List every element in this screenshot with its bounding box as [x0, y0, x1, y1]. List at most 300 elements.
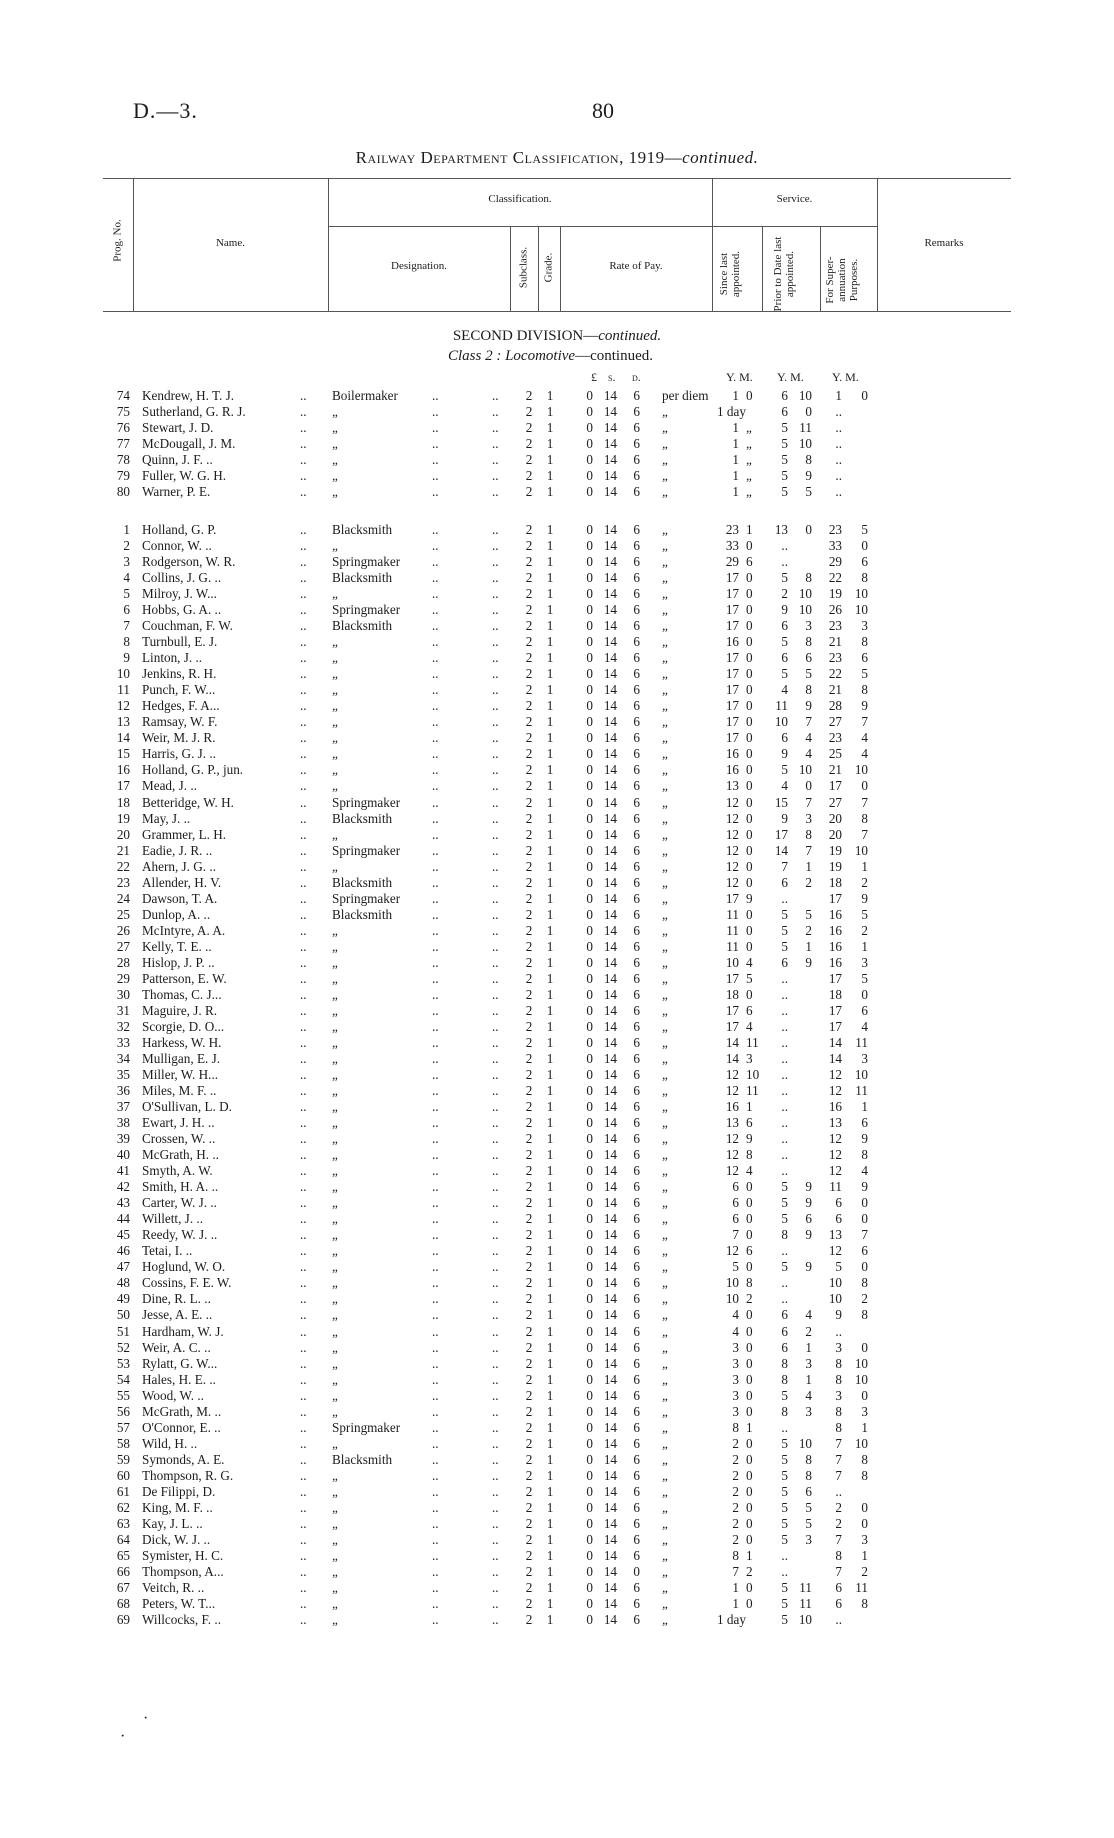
row-number: 60 — [116, 1467, 130, 1483]
super-months: 11 — [855, 1083, 868, 1099]
table-row — [0, 1051, 1114, 1067]
pay-shillings: 14 — [603, 1034, 617, 1050]
pay-period: „ — [662, 1115, 668, 1131]
col-header-grade: Grade. — [542, 252, 555, 283]
super-months: 10 — [854, 586, 868, 602]
subclass: 2 — [525, 1115, 533, 1131]
prior-years: 5 — [781, 1612, 788, 1628]
employee-name: Patterson, E. W. — [142, 970, 227, 986]
row-number: 52 — [116, 1339, 130, 1355]
since-years: 10 — [725, 1291, 739, 1307]
row-number: 32 — [116, 1018, 130, 1034]
designation: „ — [332, 986, 338, 1002]
designation: „ — [332, 762, 338, 778]
table-row — [0, 1291, 1114, 1307]
table-row — [0, 1115, 1114, 1131]
super-years: 16 — [828, 922, 842, 938]
pay-period: „ — [662, 1099, 668, 1115]
designation: „ — [332, 468, 338, 484]
pay-pence: 6 — [633, 522, 640, 537]
super-months: 11 — [855, 1579, 868, 1595]
leader-dots: .. — [432, 938, 439, 954]
since-years: 11 — [726, 906, 739, 922]
pay-shillings: 14 — [603, 1050, 617, 1066]
employee-name: Dunlop, A. .. — [142, 906, 211, 922]
prior-years: .. — [781, 890, 788, 906]
grade: 1 — [546, 986, 554, 1002]
pay-pence: 6 — [633, 858, 640, 874]
since-years: 2 — [732, 1531, 739, 1547]
grade: 1 — [546, 1515, 554, 1531]
prior-months: 2 — [805, 1323, 812, 1339]
grade: 1 — [546, 1163, 554, 1179]
pay-pounds: 0 — [586, 570, 593, 586]
designation: „ — [332, 1275, 338, 1291]
prior-years: .. — [781, 1018, 788, 1034]
subclass: 2 — [525, 1034, 533, 1050]
subclass: 2 — [525, 1291, 533, 1307]
super-years: 7 — [835, 1467, 842, 1483]
employee-name: O'Connor, E. .. — [142, 1419, 221, 1435]
super-years: 22 — [828, 666, 842, 682]
row-number: 17 — [116, 778, 130, 794]
prior-years: 8 — [781, 1355, 788, 1371]
pay-pence: 6 — [633, 1018, 640, 1034]
subclass: 2 — [525, 1579, 533, 1595]
leader-dots: .. — [492, 1163, 499, 1179]
since-months: 9 — [746, 1131, 753, 1147]
pay-pence: 6 — [633, 602, 640, 618]
since-years: 7 — [732, 1227, 739, 1243]
since-months: 0 — [746, 1515, 753, 1531]
super-years: 21 — [828, 762, 842, 778]
super-years: 23 — [828, 522, 842, 537]
leader-dots: .. — [492, 1195, 499, 1211]
employee-name: Stewart, J. D. — [142, 420, 214, 436]
table-row — [0, 1099, 1114, 1115]
table-row — [0, 1612, 1114, 1628]
super-years: .. — [835, 420, 842, 436]
pay-pounds: 0 — [586, 634, 593, 650]
pay-period: „ — [662, 1147, 668, 1163]
leader-dots: .. — [492, 1419, 499, 1435]
pay-shillings: 14 — [603, 794, 617, 810]
prior-years: 5 — [781, 762, 788, 778]
pay-pence: 6 — [633, 1002, 640, 1018]
designation: „ — [332, 1131, 338, 1147]
document-title — [0, 148, 1114, 168]
super-years: 17 — [828, 1018, 842, 1034]
prior-months: 11 — [799, 420, 812, 436]
pay-pounds: 0 — [586, 650, 593, 666]
leader-dots: .. — [432, 874, 439, 890]
since-months: 0 — [746, 1579, 753, 1595]
pay-pence: 6 — [633, 906, 640, 922]
subclass: 2 — [525, 1596, 533, 1611]
leader-dots: .. — [432, 714, 439, 730]
pay-shillings: 14 — [603, 1179, 617, 1195]
grade: 1 — [546, 1275, 554, 1291]
since-months: 9 — [746, 890, 753, 906]
pay-pounds: 0 — [586, 954, 593, 970]
pay-shillings: 14 — [603, 730, 617, 746]
prior-months: 7 — [805, 714, 812, 730]
employee-name: McGrath, M. .. — [142, 1403, 222, 1419]
row-number: 41 — [116, 1163, 130, 1179]
prior-years: .. — [781, 1083, 788, 1099]
grade: 1 — [546, 468, 554, 484]
pay-shillings: 14 — [603, 714, 617, 730]
leader-dots: .. — [492, 1243, 499, 1259]
prior-years: 6 — [781, 650, 788, 666]
leader-dots: .. — [300, 1179, 307, 1195]
grade: 1 — [546, 794, 554, 810]
since-years: 12 — [725, 874, 739, 890]
super-months: 0 — [861, 1195, 868, 1211]
super-years: 21 — [828, 634, 842, 650]
pay-shillings: 14 — [603, 522, 617, 537]
pay-shillings: 14 — [603, 1403, 617, 1419]
subclass: 2 — [525, 810, 533, 826]
employee-name: Kay, J. L. .. — [142, 1515, 203, 1531]
table-row — [0, 827, 1114, 843]
since-months: 0 — [746, 388, 753, 403]
employee-name: De Filippi, D. — [142, 1483, 216, 1499]
leader-dots: .. — [300, 1115, 307, 1131]
designation: „ — [332, 650, 338, 666]
leader-dots: .. — [432, 420, 439, 436]
super-months: 3 — [861, 618, 868, 634]
subclass: 2 — [525, 1227, 533, 1243]
since-years: 3 — [732, 1339, 739, 1355]
division-continued: continued. — [598, 328, 662, 344]
pay-shillings: 14 — [603, 618, 617, 634]
employee-name: Rodgerson, W. R. — [142, 554, 236, 570]
table-row — [0, 1452, 1114, 1468]
subclass: 2 — [525, 1531, 533, 1547]
prior-years: .. — [781, 1115, 788, 1131]
super-months: 3 — [861, 1403, 868, 1419]
leader-dots: .. — [300, 388, 307, 403]
table-row — [0, 1436, 1114, 1452]
super-months: 5 — [861, 522, 868, 537]
since-months: 0 — [746, 570, 753, 586]
grade: 1 — [546, 874, 554, 890]
designation: Blacksmith — [332, 874, 393, 890]
pay-shillings: 14 — [603, 1387, 617, 1403]
since-months: 0 — [746, 1451, 753, 1467]
prior-years: 5 — [781, 922, 788, 938]
designation: „ — [332, 666, 338, 682]
row-number: 63 — [116, 1515, 130, 1531]
prior-months: 9 — [805, 1259, 812, 1275]
super-years: 19 — [828, 586, 842, 602]
super-years: .. — [835, 452, 842, 468]
leader-dots: .. — [432, 1435, 439, 1451]
super-years: 10 — [828, 1291, 842, 1307]
grade: 1 — [546, 858, 554, 874]
pay-pence: 6 — [633, 986, 640, 1002]
grade: 1 — [546, 778, 554, 794]
pay-pounds: 0 — [586, 1163, 593, 1179]
pay-pounds: 0 — [586, 1483, 593, 1499]
leader-dots: .. — [492, 1612, 499, 1628]
pay-pence: 0 — [633, 1563, 640, 1579]
pay-shillings: 14 — [603, 1115, 617, 1131]
since-years: 17 — [725, 1002, 739, 1018]
employee-name: Holland, G. P. — [142, 522, 217, 537]
leader-dots: .. — [432, 1034, 439, 1050]
leader-dots: .. — [492, 1596, 499, 1611]
employee-name: Harkess, W. H. — [142, 1034, 222, 1050]
pay-pence: 6 — [633, 842, 640, 858]
designation: „ — [332, 1563, 338, 1579]
table-row — [0, 1243, 1114, 1259]
pay-pounds: 0 — [586, 618, 593, 634]
prior-months: 3 — [805, 1531, 812, 1547]
leader-dots: .. — [432, 826, 439, 842]
since-years: 1 — [732, 420, 739, 436]
leader-dots: .. — [492, 1323, 499, 1339]
table-row — [0, 452, 1114, 468]
super-years: 12 — [828, 1163, 842, 1179]
row-number: 75 — [116, 404, 130, 420]
pay-pence: 6 — [633, 484, 640, 500]
leader-dots: .. — [300, 602, 307, 618]
super-months: 4 — [861, 746, 868, 762]
super-years: 12 — [828, 1131, 842, 1147]
grade: 1 — [546, 1307, 554, 1323]
col-divider — [538, 226, 539, 311]
prior-years: 8 — [781, 1227, 788, 1243]
pay-pounds: 0 — [586, 1563, 593, 1579]
row-number: 66 — [116, 1563, 130, 1579]
pay-pence: 6 — [633, 1131, 640, 1147]
since-years: 12 — [725, 1243, 739, 1259]
table-row — [0, 484, 1114, 500]
pay-shillings: 14 — [603, 388, 617, 403]
pay-pounds: 0 — [586, 388, 593, 403]
designation: „ — [332, 826, 338, 842]
pay-pounds: 0 — [586, 746, 593, 762]
pay-pence: 6 — [633, 436, 640, 452]
employee-name: Willcocks, F. .. — [142, 1612, 221, 1628]
super-months: 0 — [861, 986, 868, 1002]
super-months: 9 — [861, 698, 868, 714]
designation: „ — [332, 404, 338, 420]
pay-pounds: 0 — [586, 714, 593, 730]
pay-pence: 6 — [633, 714, 640, 730]
pay-period: „ — [662, 1227, 668, 1243]
pay-period: „ — [662, 1499, 668, 1515]
since-months: 0 — [746, 1211, 753, 1227]
since-years: 17 — [725, 682, 739, 698]
since-years: 2 — [732, 1499, 739, 1515]
pay-period: „ — [662, 986, 668, 1002]
leader-dots: .. — [432, 1612, 439, 1628]
leader-dots: .. — [300, 1131, 307, 1147]
pay-period: „ — [662, 698, 668, 714]
pay-period: „ — [662, 1355, 668, 1371]
since-years: 3 — [732, 1387, 739, 1403]
pay-pence: 6 — [633, 388, 640, 403]
super-years: 17 — [828, 1002, 842, 1018]
prior-years: .. — [781, 1002, 788, 1018]
leader-dots: .. — [300, 1531, 307, 1547]
pay-shillings: 14 — [603, 970, 617, 986]
pay-shillings: 14 — [603, 746, 617, 762]
pay-pounds: 0 — [586, 698, 593, 714]
grade: 1 — [546, 906, 554, 922]
leader-dots: .. — [300, 922, 307, 938]
pay-shillings: 14 — [603, 1451, 617, 1467]
leader-dots: .. — [300, 938, 307, 954]
pay-pounds: 0 — [586, 1083, 593, 1099]
leader-dots: .. — [492, 1179, 499, 1195]
designation: „ — [332, 1355, 338, 1371]
designation: „ — [332, 436, 338, 452]
pay-period: „ — [662, 1259, 668, 1275]
leader-dots: .. — [492, 826, 499, 842]
pay-period: „ — [662, 1050, 668, 1066]
since-years: 7 — [732, 1563, 739, 1579]
pay-pence: 6 — [633, 1467, 640, 1483]
super-months: 8 — [861, 682, 868, 698]
super-months: 7 — [861, 1227, 868, 1243]
pay-pence: 6 — [633, 420, 640, 436]
subclass: 2 — [525, 602, 533, 618]
since-months: 0 — [746, 538, 753, 554]
subclass: 2 — [525, 634, 533, 650]
super-months: 10 — [854, 602, 868, 618]
table-row — [0, 1195, 1114, 1211]
subclass: 2 — [525, 522, 533, 537]
since-months: 0 — [746, 586, 753, 602]
table-row — [0, 923, 1114, 939]
super-years: 3 — [835, 1339, 842, 1355]
super-years: 12 — [828, 1067, 842, 1083]
since-months: 0 — [746, 762, 753, 778]
since-months: 0 — [746, 794, 753, 810]
prior-months: 5 — [805, 484, 812, 500]
leader-dots: .. — [300, 1147, 307, 1163]
table-row — [0, 875, 1114, 891]
since-months: 6 — [746, 1243, 753, 1259]
pay-pence: 6 — [633, 746, 640, 762]
prior-months: 8 — [805, 1451, 812, 1467]
pay-shillings: 14 — [603, 1002, 617, 1018]
since-months: 0 — [746, 1435, 753, 1451]
pay-pence: 6 — [633, 586, 640, 602]
pay-period: „ — [662, 484, 668, 500]
subclass: 2 — [525, 1323, 533, 1339]
pay-period: „ — [662, 1002, 668, 1018]
super-months: 6 — [861, 1115, 868, 1131]
leader-dots: .. — [492, 794, 499, 810]
employee-name: Willett, J. .. — [142, 1211, 204, 1227]
pay-shillings: 14 — [603, 858, 617, 874]
leader-dots: .. — [432, 586, 439, 602]
prior-years: .. — [781, 1067, 788, 1083]
subclass: 2 — [525, 1147, 533, 1163]
pay-shillings: 14 — [603, 1435, 617, 1451]
pay-pounds: 0 — [586, 1612, 593, 1628]
leader-dots: .. — [432, 1291, 439, 1307]
leader-dots: .. — [432, 666, 439, 682]
pay-pounds: 0 — [586, 420, 593, 436]
prior-months: 8 — [805, 570, 812, 586]
super-years: 8 — [835, 1419, 842, 1435]
subclass: 2 — [525, 1355, 533, 1371]
table-row — [0, 843, 1114, 859]
super-months: 10 — [854, 1067, 868, 1083]
pay-shillings: 14 — [603, 420, 617, 436]
pay-shillings: 14 — [603, 1067, 617, 1083]
col-header-remarks: Remarks — [924, 237, 964, 249]
since-years: 16 — [725, 634, 739, 650]
leader-dots: .. — [432, 794, 439, 810]
since-years: 17 — [725, 890, 739, 906]
pay-period: „ — [662, 1339, 668, 1355]
since-years: 6 — [732, 1179, 739, 1195]
leader-dots: .. — [492, 938, 499, 954]
pay-pounds: 0 — [586, 1435, 593, 1451]
pay-shillings: 14 — [603, 570, 617, 586]
pay-pence: 6 — [633, 1227, 640, 1243]
pay-pence: 6 — [633, 762, 640, 778]
pay-shillings: 14 — [603, 1563, 617, 1579]
row-number: 48 — [116, 1275, 130, 1291]
leader-dots: .. — [432, 1083, 439, 1099]
pay-period: „ — [662, 1018, 668, 1034]
row-number: 77 — [116, 436, 130, 452]
prior-years: .. — [781, 970, 788, 986]
pay-period: „ — [662, 1034, 668, 1050]
pay-pounds: 0 — [586, 1419, 593, 1435]
leader-dots: .. — [432, 1115, 439, 1131]
designation: „ — [332, 1531, 338, 1547]
pay-period: „ — [662, 522, 668, 537]
pay-pounds: 0 — [586, 436, 593, 452]
pay-pounds: 0 — [586, 1050, 593, 1066]
pay-shillings: 14 — [603, 986, 617, 1002]
designation: „ — [332, 858, 338, 874]
leader-dots: .. — [432, 388, 439, 403]
since-months: 4 — [746, 1018, 753, 1034]
designation: „ — [332, 484, 338, 500]
employee-name: Wood, W. .. — [142, 1387, 204, 1403]
leader-dots: .. — [300, 1355, 307, 1371]
pay-period: „ — [662, 1515, 668, 1531]
leader-dots: .. — [492, 650, 499, 666]
leader-dots: .. — [300, 970, 307, 986]
employee-name: O'Sullivan, L. D. — [142, 1099, 232, 1115]
leader-dots: .. — [492, 970, 499, 986]
since-years: 16 — [725, 1099, 739, 1115]
since-months: 1 — [746, 1419, 753, 1435]
prior-months: 6 — [805, 1211, 812, 1227]
employee-name: McGrath, H. .. — [142, 1147, 219, 1163]
since-years: 1 — [732, 436, 739, 452]
super-years: 18 — [828, 986, 842, 1002]
leader-dots: .. — [492, 922, 499, 938]
subclass: 2 — [525, 826, 533, 842]
designation: „ — [332, 1227, 338, 1243]
prior-years: 6 — [781, 404, 788, 420]
super-months: 0 — [861, 1259, 868, 1275]
grade: 1 — [546, 714, 554, 730]
pay-pence: 6 — [633, 1483, 640, 1499]
